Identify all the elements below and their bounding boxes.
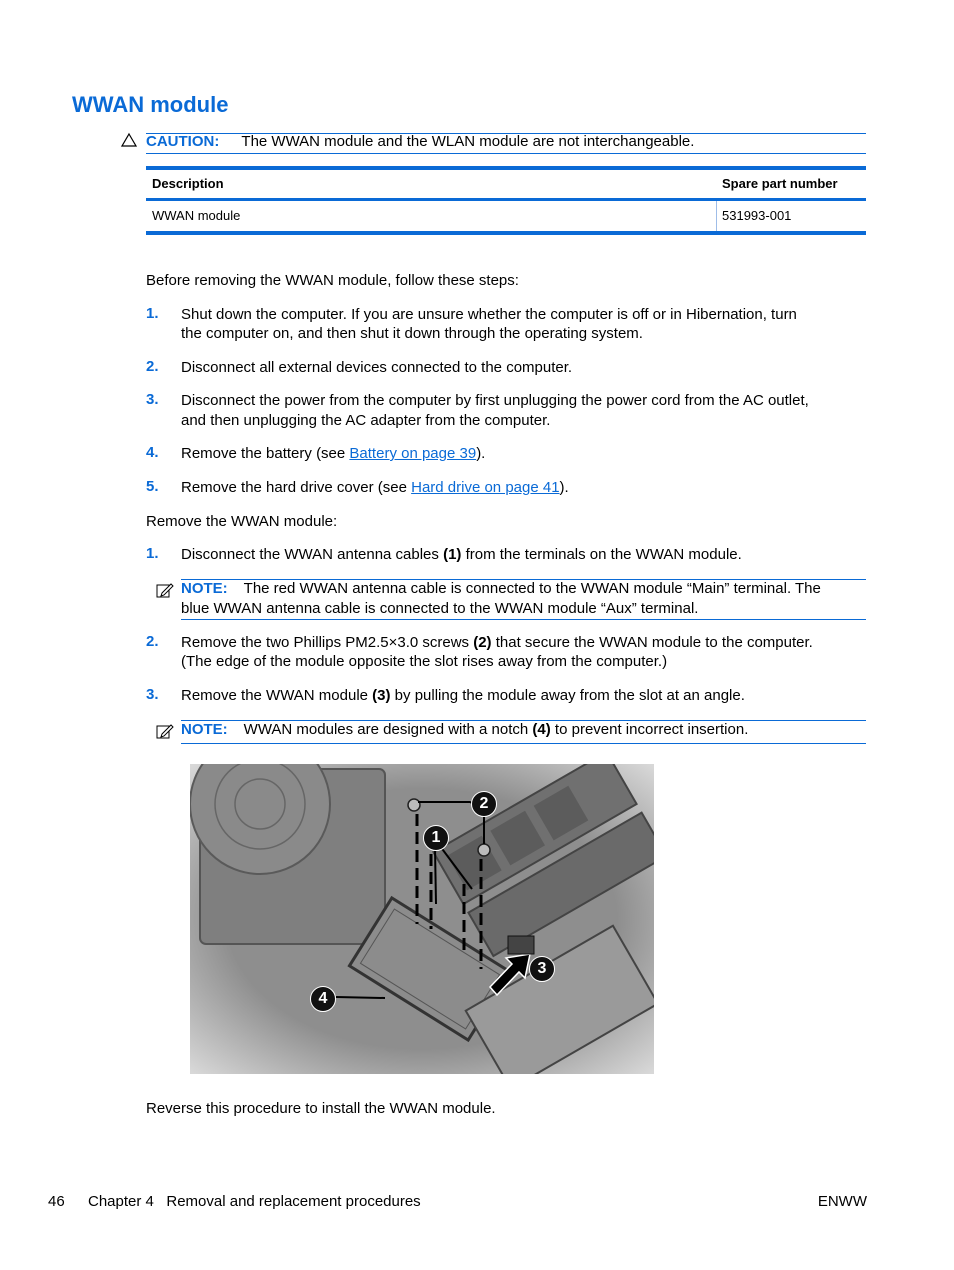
callout-ref: (2) <box>473 634 492 651</box>
step-text <box>181 444 485 464</box>
battery-page-link[interactable]: Battery on page 39 <box>349 445 477 462</box>
step-text-part: by pulling the module away from the slot at an angle. <box>390 687 745 704</box>
step-text <box>181 478 569 498</box>
intro-text: Before removing the WWAN module, follow these steps: <box>146 272 519 289</box>
table-header-part-number: Spare part number <box>722 176 838 191</box>
note-label: NOTE: <box>181 721 228 738</box>
note-pencil-icon <box>156 723 174 739</box>
note-pencil-icon <box>156 582 174 598</box>
step-text <box>181 545 742 565</box>
note-bottom-rule <box>181 743 866 744</box>
step-text: Disconnect all external devices connected to the computer. <box>181 359 573 376</box>
table-column-separator <box>716 201 717 231</box>
step-number: 2. <box>146 633 159 650</box>
remove-intro-text: Remove the WWAN module: <box>146 513 338 530</box>
note-text-part: WWAN modules are designed with a notch <box>243 721 533 738</box>
step-text-part: Remove the WWAN module <box>181 687 373 704</box>
callout-badge: 4 <box>310 986 336 1012</box>
note-text <box>181 579 821 599</box>
step-text-continued: and then unplugging the AC adapter from the computer. <box>181 412 551 429</box>
footer-chapter: Chapter 4 Removal and replacement procedures <box>88 1193 421 1210</box>
step-number: 1. <box>146 545 159 562</box>
step-text-part: that secure the WWAN module to the computer. <box>491 634 813 651</box>
table-cell-description: WWAN module <box>152 208 241 223</box>
callout-badge: 2 <box>471 791 497 817</box>
table-cell-part-number: 531993-001 <box>722 208 792 223</box>
step-number: 4. <box>146 444 159 461</box>
step-text <box>181 686 745 706</box>
step-text-part: Disconnect the WWAN antenna cables <box>181 546 444 563</box>
step-text-part: ). <box>559 479 569 496</box>
step-text-part: Remove the two Phillips PM2.5×3.0 screws <box>181 634 474 651</box>
footer-page-number: 46 <box>48 1193 65 1210</box>
note-text <box>181 720 748 740</box>
note-label: NOTE: <box>181 580 228 597</box>
step-number: 3. <box>146 686 159 703</box>
callout-ref: (1) <box>443 546 462 563</box>
step-text-part: Remove the battery (see <box>181 445 350 462</box>
table-header-rule <box>146 198 866 201</box>
wwan-removal-illustration <box>190 764 654 1074</box>
step-text: Disconnect the power from the computer by first unplugging the power cord from the AC outlet, <box>181 392 809 409</box>
caution-bottom-rule <box>146 153 866 154</box>
caution-triangle-icon <box>121 132 137 148</box>
caution-row <box>146 132 694 152</box>
step-text: Shut down the computer. If you are unsure whether the computer is off or in Hibernation, turn <box>181 306 797 323</box>
callout-badge: 3 <box>529 956 555 982</box>
caution-label: CAUTION: <box>146 133 220 150</box>
hard-drive-page-link[interactable]: Hard drive on page 41 <box>411 479 560 496</box>
footer-edition: ENWW <box>817 1193 867 1210</box>
page-title: WWAN module <box>72 92 229 117</box>
caution-text: The WWAN module and the WLAN module are not interchangeable. <box>241 133 695 150</box>
note-text-part: to prevent incorrect insertion. <box>550 721 749 738</box>
callout-ref: (3) <box>372 687 391 704</box>
note-text-continued: blue WWAN antenna cable is connected to the WWAN module “Aux” terminal. <box>181 600 699 617</box>
table-header-description: Description <box>152 176 224 191</box>
step-text-continued: (The edge of the module opposite the slot rises away from the computer.) <box>181 653 668 670</box>
closing-text: Reverse this procedure to install the WWAN module. <box>146 1100 496 1117</box>
step-text-continued: the computer on, and then shut it down through the operating system. <box>181 325 643 342</box>
step-number: 5. <box>146 478 159 495</box>
step-number: 1. <box>146 305 159 322</box>
step-text-part: from the terminals on the WWAN module. <box>461 546 742 563</box>
note-bottom-rule <box>181 619 866 620</box>
step-text-part: ). <box>476 445 486 462</box>
table-bottom-rule <box>146 231 866 235</box>
step-text-part: Remove the hard drive cover (see <box>181 479 412 496</box>
callout-badge: 1 <box>423 825 449 851</box>
callout-ref: (4) <box>532 721 551 738</box>
step-text <box>181 633 813 653</box>
step-number: 2. <box>146 358 159 375</box>
step-number: 3. <box>146 391 159 408</box>
note-text-part: The red WWAN antenna cable is connected to the WWAN module “Main” terminal. The <box>243 580 821 597</box>
table-top-rule <box>146 166 866 170</box>
